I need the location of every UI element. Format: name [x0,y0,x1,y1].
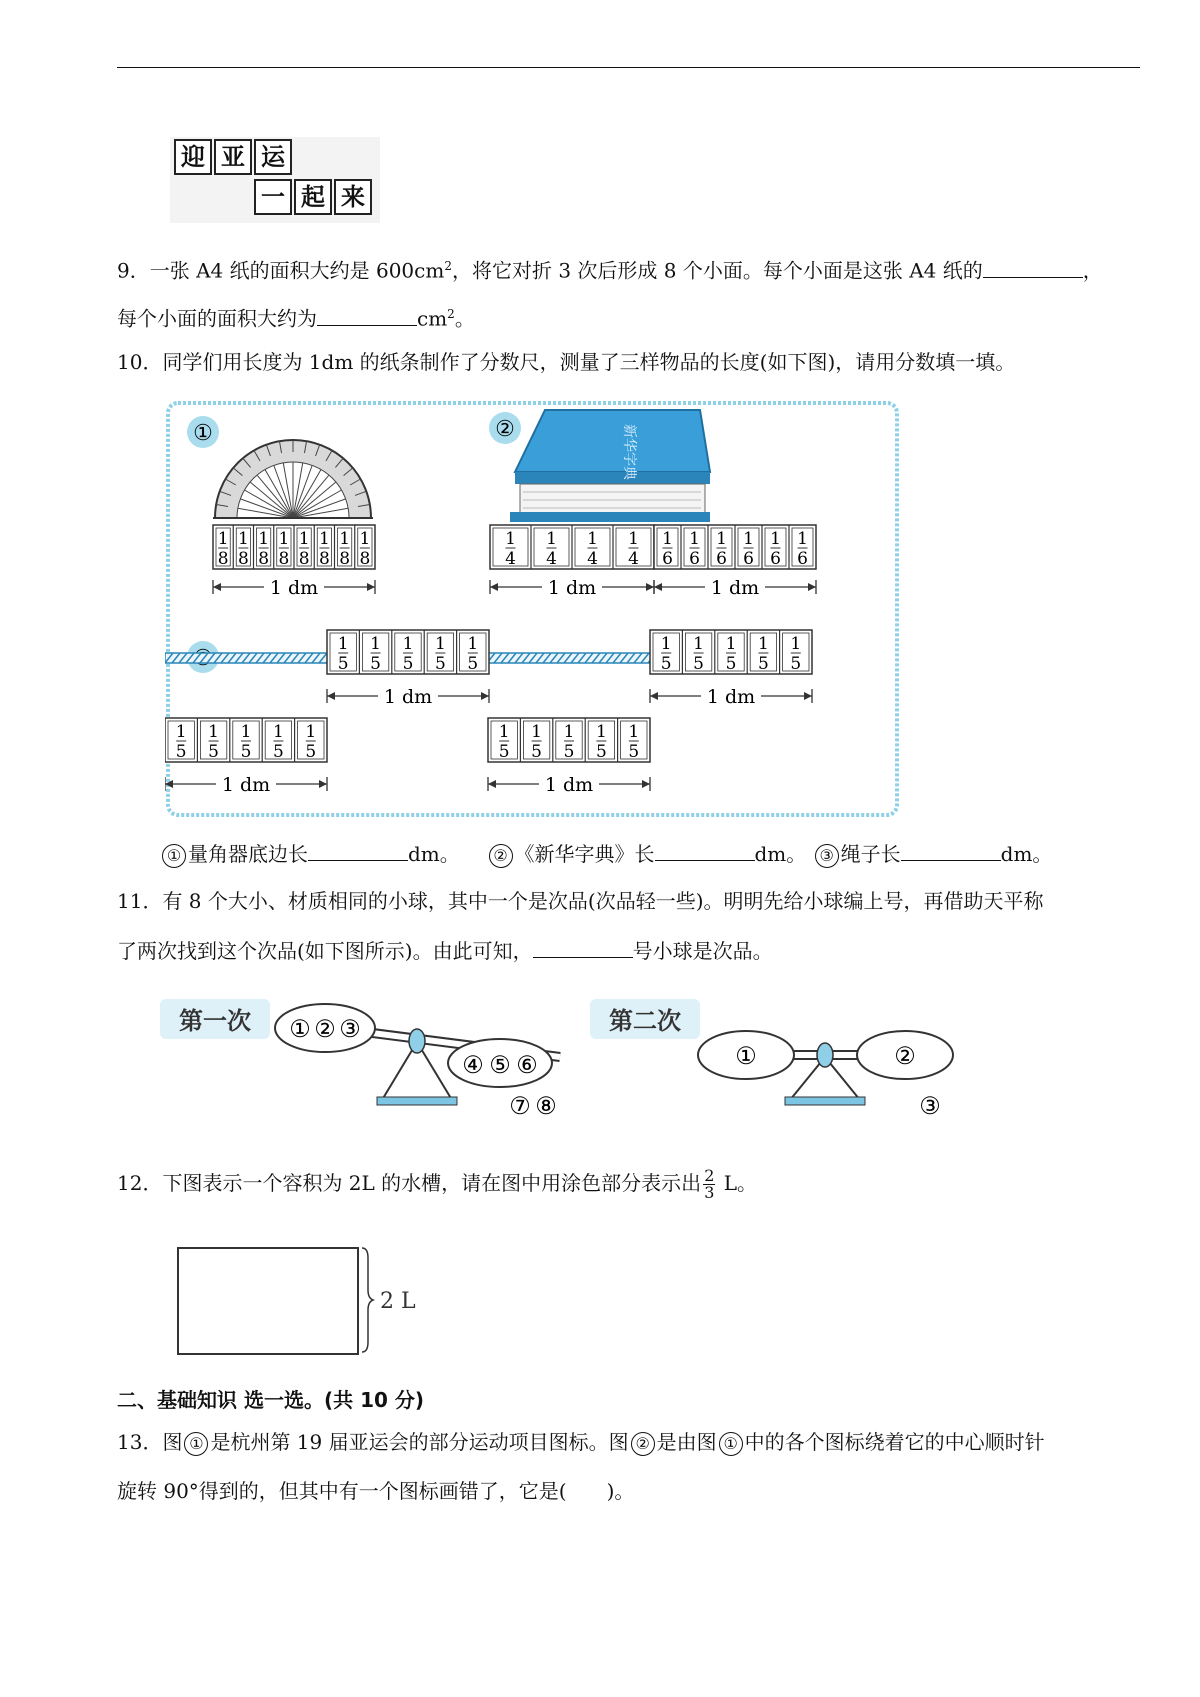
slogan-cell: 一 [254,179,292,215]
water-tank-figure[interactable] [170,1240,420,1360]
dm-label: 1 dm [221,774,271,796]
fraction-numerator: 1 [359,529,371,549]
circled-number: ② [631,1432,655,1456]
ball-label: ③ [339,1015,361,1043]
dm-label: 1 dm [544,774,594,796]
fraction-strip [488,718,650,762]
answer-blank[interactable] [308,838,408,861]
q10-answer-text: 《新华字典》长 [514,842,655,866]
circled-number: ① [719,1432,743,1456]
question-number: 10． [117,350,163,374]
slogan-cell: 运 [254,139,292,175]
fraction-numerator: 1 [531,722,543,742]
circled-number: ① [162,844,186,868]
fraction-denominator: 5 [498,742,510,762]
fraction-strip [327,630,489,674]
ball-label: ⑧ [535,1092,557,1120]
ball-label: ⑥ [516,1051,538,1079]
slogan-grid [170,137,380,223]
fraction-numerator: 1 [628,722,640,742]
fraction-denominator: 5 [531,742,543,762]
fraction-numerator: 1 [175,722,187,742]
water-tank [178,1248,358,1354]
q11-text: 了两次找到这个次品(如下图所示)。由此可知， [117,939,533,963]
fraction-denominator: 5 [175,742,187,762]
dm-label: 1 dm [383,686,433,708]
superscript: 2 [444,259,452,273]
fraction-denominator: 5 [305,742,317,762]
brace-icon [362,1248,373,1352]
fraction-numerator: 1 [563,722,575,742]
fraction-strip [213,525,375,569]
dm-label: 1 dm [710,577,760,599]
fraction-numerator: 1 [208,722,220,742]
unit-text: dm。 [408,842,460,866]
question-12-text [117,1168,1142,1201]
fraction-denominator: 4 [505,549,516,569]
fraction-numerator: 2 [704,1166,715,1185]
ball-label: ① [289,1015,311,1043]
q12-text: L。 [717,1171,758,1195]
fraction-numerator: 1 [305,722,317,742]
q9-text: ， [1082,258,1103,283]
fraction-ruler-figure [165,400,900,818]
question-number: 13． [117,1430,163,1454]
q9-text: ，将它对折 3 次后形成 8 个小面。每个小面是这张 A4 纸的 [451,258,983,283]
fraction-strip [165,718,327,762]
fraction-denominator: 6 [770,549,781,569]
ball-label: ⑦ [509,1092,531,1120]
fraction-denominator: 5 [272,742,284,762]
slogan-cell: 迎 [174,139,212,175]
ball-label: ③ [919,1092,941,1120]
unit-text: dm。 [1000,842,1053,866]
fraction-numerator: 1 [546,529,557,549]
svg-text:①: ① [193,421,213,446]
q11-text: 有 8 个大小、材质相同的小球，其中一个是次品(次品轻一些)。明明先给小球编上号，再借助天平称 [162,889,1044,913]
fraction-denominator: 8 [217,549,229,569]
fraction-strip [654,525,816,569]
first-weighing [160,999,560,1120]
balance-scale-figure [160,985,990,1145]
q9-text: 一张 A4 纸的面积大约是 600cm [149,258,445,283]
fraction-numerator: 1 [595,722,607,742]
fraction-numerator: 1 [237,529,249,549]
question-11-line-1 [117,887,1142,915]
q11-text: 号小球是次品。 [632,939,773,963]
fraction-denominator: 6 [689,549,700,569]
question-number: 9． [117,258,150,283]
fraction-denominator: 5 [370,654,382,674]
fraction-numerator: 1 [278,529,290,549]
fraction-denominator: 5 [595,742,607,762]
fraction-numerator: 1 [337,634,349,654]
fraction-denominator: 8 [318,549,330,569]
dm-label: 1 dm [706,686,756,708]
fraction-denominator: 8 [339,549,351,569]
answer-blank[interactable] [655,838,755,861]
fraction-numerator: 1 [716,529,727,549]
header-rule [117,67,1140,68]
superscript: 2 [447,307,455,321]
question-9-line-2 [117,300,1142,333]
fraction-numerator: 1 [797,529,808,549]
q13-text: 图 [162,1430,183,1454]
fraction-denominator: 4 [546,549,557,569]
answer-blank[interactable] [317,303,417,326]
q13-text: 旋转 90°得到的，但其中有一个图标画错了，它是( )。 [117,1479,635,1503]
fraction-denominator: 8 [278,549,290,569]
label-2 [489,412,521,444]
question-number: 12． [117,1171,163,1195]
circled-number: ② [489,844,513,868]
fraction-denominator: 5 [660,654,672,674]
fraction-denominator: 8 [298,549,310,569]
fraction-denominator: 5 [434,654,446,674]
fraction-denominator: 6 [797,549,808,569]
question-13-line-2 [117,1477,1142,1505]
fraction-denominator: 5 [208,742,220,762]
label-1 [187,416,219,448]
fraction-numerator: 1 [770,529,781,549]
fraction-numerator: 1 [587,529,598,549]
svg-text:②: ② [495,417,515,442]
fraction-denominator: 4 [587,549,598,569]
fraction-denominator: 5 [240,742,252,762]
fraction-denominator: 5 [628,742,640,762]
fraction-denominator: 5 [693,654,705,674]
question-9-line-1 [117,252,1142,285]
fraction-denominator: 5 [790,654,802,674]
book-icon [510,410,710,522]
fraction-numerator: 1 [725,634,737,654]
fraction-denominator: 5 [337,654,349,674]
fraction-denominator: 6 [743,549,754,569]
fraction-strip [490,525,654,569]
fraction-denominator: 8 [237,549,249,569]
question-10-text [117,348,1142,376]
slogan-cell: 亚 [214,139,252,175]
fraction-denominator: 4 [628,549,639,569]
fraction-numerator: 1 [505,529,516,549]
ball-label: ② [314,1015,336,1043]
section-heading: 二、基础知识 选一选。(共 10 分) [117,1388,425,1412]
ball-label: ④ [462,1051,484,1079]
q12-text: 下图表示一个容积为 2L 的水槽，请在图中用涂色部分表示出 [162,1171,702,1195]
fraction-numerator: 1 [689,529,700,549]
q10-answer-text: 量角器底边长 [188,842,308,866]
fraction-numerator: 1 [339,529,351,549]
fraction-numerator: 1 [298,529,310,549]
fraction-numerator: 1 [662,529,673,549]
tank-label: 2 L [380,1289,416,1314]
fraction-numerator: 1 [240,722,252,742]
fraction-denominator: 5 [725,654,737,674]
question-10-answers [160,838,1142,868]
dm-label: 1 dm [547,577,597,599]
fraction-denominator: 6 [716,549,727,569]
unit-text: dm。 [754,842,807,866]
second-weighing [590,999,953,1120]
fraction-numerator: 1 [743,529,754,549]
q13-text: 是由图 [656,1430,717,1454]
fraction-numerator: 1 [434,634,446,654]
q9-text: 。 [454,306,475,331]
second-label: 第二次 [609,1006,681,1035]
q10-text: 同学们用长度为 1dm 的纸条制作了分数尺，测量了三样物品的长度(如下图)，请用分数填一填。 [162,350,1016,374]
q10-answer-text: 绳子长 [840,842,901,866]
fraction-numerator: 1 [217,529,229,549]
ball-label: ⑤ [489,1051,511,1079]
fraction-numerator: 1 [258,529,270,549]
slogan-cell: 来 [334,179,372,215]
circled-number: ③ [815,844,839,868]
q13-text: 是杭州第 19 届亚运会的部分运动项目图标。图 [210,1430,629,1454]
fraction-denominator: 5 [757,654,769,674]
fraction-numerator: 1 [628,529,639,549]
fraction-numerator: 1 [790,634,802,654]
answer-blank[interactable] [533,935,633,958]
q13-text: 中的各个图标绕着它的中心顺时针 [744,1430,1045,1454]
q9-text: 每个小面的面积大约为 [117,306,317,331]
fraction-denominator: 5 [467,654,479,674]
circled-number: ① [184,1432,208,1456]
q9-text: cm [417,306,448,331]
ball-label: ① [735,1042,757,1070]
fraction-denominator: 5 [563,742,575,762]
fraction-strip [650,630,812,674]
ball-label: ② [894,1042,916,1070]
fraction-denominator: 6 [662,549,673,569]
question-number: 11． [117,889,163,913]
answer-blank[interactable] [983,255,1083,278]
fraction-denominator: 5 [402,654,414,674]
slogan-cell: 起 [294,179,332,215]
fraction-numerator: 1 [402,634,414,654]
answer-blank[interactable] [901,838,1001,861]
fraction [703,1168,715,1201]
fraction-numerator: 1 [467,634,479,654]
question-13-line-1 [117,1428,1142,1456]
fraction-numerator: 1 [370,634,382,654]
fraction-denominator: 3 [704,1183,715,1202]
first-label: 第一次 [179,1006,251,1035]
fraction-numerator: 1 [660,634,672,654]
fraction-numerator: 1 [498,722,510,742]
fraction-numerator: 1 [272,722,284,742]
question-11-line-2 [117,935,1142,965]
fraction-denominator: 8 [258,549,270,569]
fraction-numerator: 1 [318,529,330,549]
dm-label: 1 dm [269,577,319,599]
book-title: 新华字典 [621,424,637,480]
fraction-denominator: 8 [359,549,371,569]
fraction-numerator: 1 [757,634,769,654]
fraction-numerator: 1 [693,634,705,654]
